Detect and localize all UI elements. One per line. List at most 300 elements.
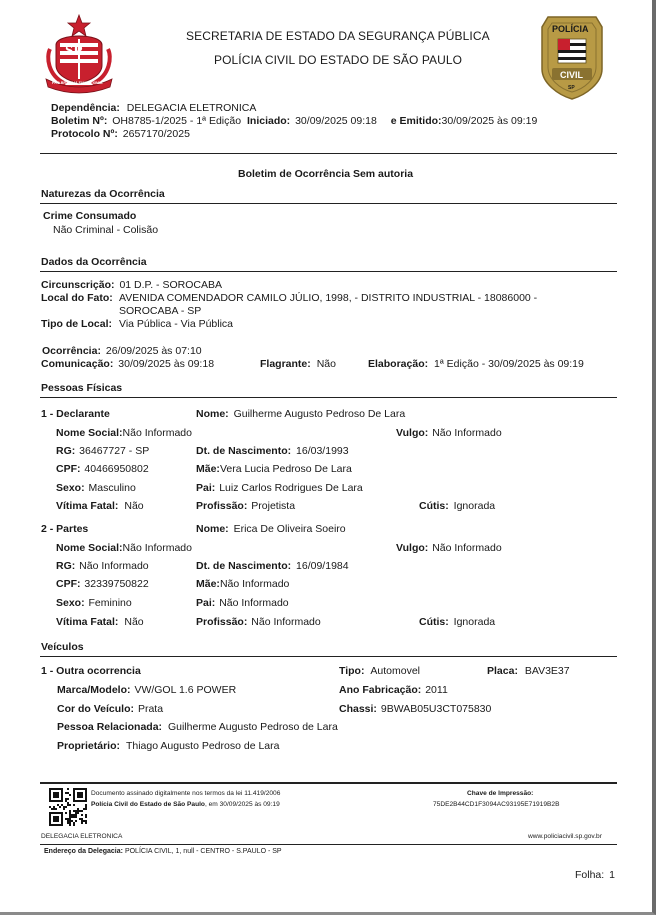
qr-module [53,812,55,814]
person-1-vitima-row [56,500,144,512]
dependencia-row [51,102,256,114]
ocorrencia-row [42,345,202,357]
emitido-label: e Emitido: [390,115,442,127]
person-2-pai: Não Informado [219,597,289,609]
nome-label: Nome: [196,523,229,535]
qr-module [85,806,87,808]
emitido-value: 30/09/2025 às 09:19 [441,115,538,127]
qr-module [69,810,71,812]
cor-value: Prata [137,703,164,715]
qr-module [61,818,63,820]
qr-module [85,800,87,802]
cpf-label: CPF: [56,578,81,590]
person-2-cpf-row [56,578,149,590]
qr-module [75,816,77,818]
qr-module [81,800,83,802]
pessoas-section-title: Pessoas Físicas [41,382,123,394]
vulgo-label: Vulgo: [396,542,429,554]
person-2-nome-social-row [56,542,192,554]
folha-row [575,869,615,881]
qr-module [61,816,63,818]
local-value-line1: AVENIDA COMENDADOR CAMILO JÚLIO, 1998, - DISTRITO INDUSTRIAL - 18086000 - [119,292,538,304]
veiculos-section-title: Veículos [41,641,84,653]
protocolo-row [51,128,190,140]
marca-value: VW/GOL 1.6 POWER [134,684,237,696]
qr-module [81,788,83,790]
local-label: Local do Fato: [41,292,113,304]
nome-label: Nome: [196,408,229,420]
person-1-rg: 36467727 - SP [79,445,150,457]
qr-module [61,814,63,816]
qr-module [61,798,63,800]
qr-module [55,812,57,814]
badge-text-sp: SP [568,85,575,91]
qr-module [61,800,63,802]
chassi-label: Chassi: [339,703,377,715]
qr-module [61,812,63,814]
proprietario-value: Thiago Augusto Pedroso de Lara [125,740,280,752]
person-2-cutis: Ignorada [453,616,496,628]
qr-module [55,816,57,818]
qr-module [85,804,87,806]
qr-module [49,814,51,816]
pessoa-value: Guilherme Augusto Pedroso de Lara [167,721,338,733]
dados-section-title: Dados da Ocorrência [41,256,147,268]
qr-module [59,800,61,802]
crime-label: Crime Consumado [43,210,137,222]
qr-module [73,816,75,818]
signature-org: Polícia Civil do Estado de São Paulo [91,801,205,808]
qr-module [77,808,79,810]
qr-module [57,812,59,814]
elaboracao-row [368,358,584,370]
qr-module [49,824,51,826]
qr-module [65,806,67,808]
qr-module [81,792,83,794]
vehicle-marca-row [57,684,236,696]
local-value-line2: SOROCABA - SP [119,305,202,317]
divider [40,203,617,204]
footer-divider [40,782,617,784]
flagrante-row [260,358,336,370]
qr-module [79,792,81,794]
iniciado-value: 30/09/2025 09:18 [295,115,377,127]
person-2-vulgo: Não Informado [432,542,502,554]
qr-module [53,818,55,820]
qr-module [67,818,69,820]
person-2-pai-row [196,597,289,609]
qr-module [49,788,51,790]
iniciado-label: Iniciado: [247,115,291,127]
qr-module [55,792,57,794]
footer-divider [40,844,617,845]
qr-module [85,816,87,818]
qr-module [65,812,67,814]
qr-module [77,810,79,812]
elaboracao-value: 1ª Edição - 30/09/2025 às 09:19 [434,358,584,370]
qr-module [71,820,73,822]
qr-module [61,788,63,790]
qr-module [53,816,55,818]
tipo-label: Tipo: [339,665,365,677]
person-1-cpf: 40466950802 [84,463,149,475]
qr-module [57,788,59,790]
qr-module [49,818,51,820]
qr-module [49,822,51,824]
tipo-local-value: Via Pública - Via Pública [119,318,234,330]
qr-module [57,792,59,794]
signature-date: , em 30/09/2025 às 09:19 [204,801,280,808]
placa-value: BAV3E37 [524,665,570,677]
qr-module [79,796,81,798]
proprietario-label: Proprietário: [57,740,121,752]
chassi-value: 9BWAB05U3CT075830 [380,703,492,715]
vehicle-tipo-row [339,665,420,677]
elaboracao-label: Elaboração: [368,358,429,370]
qr-module [55,796,57,798]
qr-module [69,812,71,814]
qr-module [51,824,53,826]
qr-module [51,812,53,814]
qr-module [81,820,83,822]
header-secretaria: SECRETARIA DE ESTADO DA SEGURANÇA PÚBLICA [186,29,490,43]
qr-module [61,804,63,806]
person-1-nascimento-row [196,445,349,457]
person-1-pai: Luiz Carlos Rodrigues De Lara [219,482,363,494]
qr-module [79,818,81,820]
qr-module [53,788,55,790]
footer-site: www.policiacivil.sp.gov.br [528,833,602,840]
divider [40,153,617,154]
qr-module [75,814,77,816]
endereco-row [44,848,282,855]
vulgo-label: Vulgo: [396,427,429,439]
placa-label: Placa: [487,665,518,677]
person-1-role: 1 - Declarante [41,408,110,420]
badge-text-policia: POLÍCIA [552,24,589,34]
qr-module [73,814,75,816]
chave-value: 75DE2B44CD1F3094AC93195E71919B2B [433,801,560,808]
qr-module [85,796,87,798]
endereco-label: Endereço da Delegacia: [44,848,123,855]
person-2-profissao-row [196,616,321,628]
qr-module [57,804,59,806]
qr-module [73,810,75,812]
qr-module [79,788,81,790]
qr-module [49,796,51,798]
qr-module [73,822,75,824]
qr-module [63,808,65,810]
vehicle-chassi-row [339,703,491,715]
person-2-sexo-row [56,597,132,609]
person-2-vitima-row [56,616,144,628]
cutis-label: Cútis: [419,500,449,512]
qr-module [61,822,63,824]
qr-module [67,792,69,794]
qr-module [79,810,81,812]
qr-module [85,792,87,794]
qr-module [81,818,83,820]
qr-module [53,796,55,798]
qr-module [49,794,51,796]
qr-module [69,820,71,822]
divider [40,271,617,272]
qr-module [73,824,75,826]
person-1-rg-row [56,445,149,457]
qr-module [49,806,51,808]
signature-line2 [91,801,280,808]
qr-module [55,788,57,790]
profissao-label: Profissão: [196,616,248,628]
person-2-nascimento-row [196,560,349,572]
qr-module [67,802,69,804]
pessoa-label: Pessoa Relacionada: [57,721,163,733]
qr-module [85,788,87,790]
qr-module [73,792,75,794]
qr-module [61,790,63,792]
person-1-nascimento: 16/03/1993 [296,445,349,457]
qr-module [49,820,51,822]
qr-module [81,822,83,824]
person-1-sexo: Masculino [88,482,136,494]
person-2-nome: Erica De Oliveira Soeiro [233,523,346,535]
qr-module [73,790,75,792]
qr-module [75,810,77,812]
qr-module [75,812,77,814]
qr-module [65,798,67,800]
qr-module [55,808,57,810]
person-1-profissao-row [196,500,295,512]
policia-civil-badge-logo [538,13,606,101]
qr-module [69,816,71,818]
person-1-profissao: Projetista [251,500,296,512]
qr-module [53,806,55,808]
qr-module [85,814,87,816]
person-2-nome-social: Não Informado [122,542,192,554]
folha-value: 1 [609,869,615,881]
sexo-label: Sexo: [56,482,85,494]
vehicle-proprietario-row [57,740,279,752]
qr-module [69,804,71,806]
qr-module [71,814,73,816]
sp-logo-ribbon-text: PRO BRASILIA FIANT EXIMIA [52,81,103,85]
nome-social-label: Nome Social: [56,427,123,439]
qr-module [51,808,53,810]
qr-module [79,794,81,796]
qr-module [85,794,87,796]
qr-module [85,790,87,792]
person-1-cutis: Ignorada [453,500,496,512]
qr-module [77,794,79,796]
qr-module [77,800,79,802]
qr-module [57,818,59,820]
qr-module [85,798,87,800]
qr-module [59,812,61,814]
ocorrencia-label: Ocorrência: [42,345,101,357]
qr-module [65,800,67,802]
qr-module [59,824,61,826]
qr-module [53,792,55,794]
chave-label: Chave de Impressão: [467,790,534,797]
profissao-label: Profissão: [196,500,248,512]
sp-coat-of-arms-logo [40,13,118,95]
boletim-label: Boletim Nº: [51,115,108,127]
qr-module [69,818,71,820]
qr-module [57,796,59,798]
qr-module [77,812,79,814]
qr-module [49,790,51,792]
person-2-nome-row [196,523,346,535]
qr-module [77,788,79,790]
sexo-label: Sexo: [56,597,85,609]
divider [40,397,617,398]
qr-module [63,806,65,808]
person-2-vulgo-row [396,542,502,554]
qr-module [83,820,85,822]
person-2-rg: Não Informado [79,560,149,572]
cutis-label: Cútis: [419,616,449,628]
dependencia-value: DELEGACIA ELETRONICA [126,102,257,114]
qr-module [67,798,69,800]
qr-module [69,794,71,796]
qr-module [49,816,51,818]
header-policia-civil: POLÍCIA CIVIL DO ESTADO DE SÃO PAULO [214,53,463,67]
person-1-nome: Guilherme Augusto Pedroso De Lara [233,408,406,420]
nascimento-label: Dt. de Nascimento: [196,445,292,457]
circunscricao-label: Circunscrição: [41,279,115,291]
qr-module [85,808,87,810]
comunicacao-value: 30/09/2025 às 09:18 [118,358,215,370]
qr-module [53,794,55,796]
naturezas-section-title: Naturezas da Ocorrência [41,188,165,200]
vitima-label: Vítima Fatal: [56,500,119,512]
qr-module [61,792,63,794]
tipo-value: Automovel [370,665,420,677]
qr-module [55,824,57,826]
qr-module [65,792,67,794]
rg-label: RG: [56,560,76,572]
vehicle-item: 1 - Outra ocorrencia [41,665,141,677]
qr-module [83,808,85,810]
person-1-pai-row [196,482,363,494]
qr-module [49,792,51,794]
footer-delegacia: DELEGACIA ELETRONICA [41,833,123,840]
qr-module [67,822,69,824]
qr-module [67,820,69,822]
vitima-label: Vítima Fatal: [56,616,119,628]
person-2-mae-row [196,578,289,590]
qr-module [51,788,53,790]
comunicacao-row [41,358,214,370]
sp-logo-letters: SP [65,43,83,59]
qr-module [57,794,59,796]
flagrante-label: Flagrante: [260,358,311,370]
doc-title: Boletim de Ocorrência Sem autoria [238,168,414,180]
pai-label: Pai: [196,482,216,494]
qr-module [85,820,87,822]
person-2-profissao: Não Informado [251,616,321,628]
flagrante-value: Não [316,358,336,370]
qr-module [69,814,71,816]
qr-module [61,794,63,796]
boletim-row [51,115,537,127]
cpf-label: CPF: [56,463,81,475]
circunscricao-row [41,279,222,291]
qr-module [57,816,59,818]
person-1-vulgo: Não Informado [432,427,502,439]
qr-module [55,800,57,802]
qr-module [75,820,77,822]
pai-label: Pai: [196,597,216,609]
qr-module [75,800,77,802]
protocolo-label: Protocolo Nº: [51,128,118,140]
qr-module [81,796,83,798]
qr-module [61,796,63,798]
qr-module [71,816,73,818]
boletim-value: OH8785-1/2025 - 1ª Edição [112,115,242,127]
qr-module [51,800,53,802]
person-2-cutis-row [419,616,495,628]
qr-module [57,824,59,826]
qr-module [53,800,55,802]
qr-module [73,794,75,796]
person-1-mae-row [196,463,352,475]
signature-line1: Documento assinado digitalmente nos termos da lei 11.419/2006 [91,790,281,797]
qr-module [73,796,75,798]
cor-label: Cor do Veículo: [57,703,135,715]
qr-module [59,788,61,790]
qr-module [73,798,75,800]
person-1-vulgo-row [396,427,502,439]
qr-module [73,788,75,790]
qr-module [81,794,83,796]
person-2-role: 2 - Partes [41,523,89,535]
qr-module [57,820,59,822]
qr-module [49,812,51,814]
qr-module [79,800,81,802]
qr-module [57,800,59,802]
vehicle-ano-row [339,684,448,696]
vehicle-placa-row [487,665,570,677]
qr-module [55,794,57,796]
qr-module [75,788,77,790]
qr-module [85,822,87,824]
qr-module [49,800,51,802]
person-1-mae: Vera Lucia Pedroso De Lara [219,463,352,475]
qr-module [55,818,57,820]
ano-label: Ano Fabricação: [339,684,422,696]
person-1-nome-social-row [56,427,192,439]
qr-module [67,804,69,806]
qr-module [59,806,61,808]
folha-label: Folha: [575,869,605,881]
tipo-local-label: Tipo de Local: [41,318,112,330]
qr-module [55,820,57,822]
qr-module [81,814,83,816]
protocolo-value: 2657170/2025 [122,128,190,140]
nascimento-label: Dt. de Nascimento: [196,560,292,572]
qr-module [77,792,79,794]
mae-label: Mãe: [196,463,220,475]
qr-module [53,824,55,826]
qr-module [69,822,71,824]
mae-label: Mãe: [196,578,220,590]
person-2-cpf: 32339750822 [84,578,149,590]
qr-module [65,818,67,820]
qr-module [69,824,71,826]
qr-module [81,810,83,812]
qr-module [77,796,79,798]
